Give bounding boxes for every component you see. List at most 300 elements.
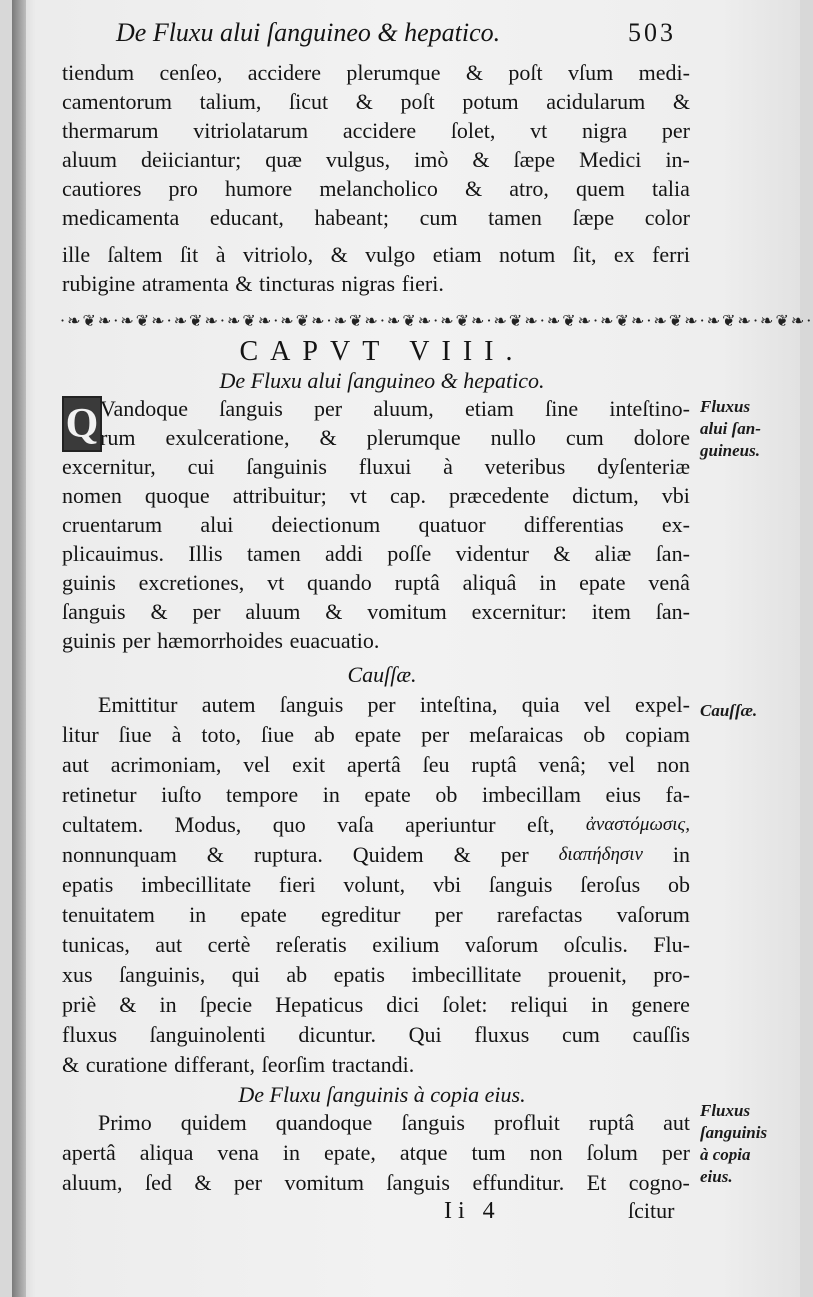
- word: in: [539, 570, 557, 595]
- word: epate: [579, 570, 626, 595]
- word: qui: [231, 962, 260, 987]
- marginal-note-fluxus-copia: [700, 1100, 800, 1188]
- word: vaſorum: [464, 932, 539, 957]
- text-line: [62, 990, 690, 1020]
- word: ruptâ: [394, 570, 440, 595]
- word: autem: [201, 692, 256, 717]
- text-line: [62, 690, 690, 720]
- word: tempore: [226, 782, 299, 807]
- word: &: [325, 599, 343, 624]
- word: excretiones,: [138, 570, 245, 595]
- word: ſit: [179, 242, 199, 267]
- word: in: [672, 842, 690, 867]
- word: genere: [631, 992, 690, 1017]
- text-line: [62, 174, 690, 204]
- word: epate: [240, 902, 287, 927]
- word: exulceratione,: [165, 425, 290, 450]
- word: &: [319, 425, 337, 450]
- text-line: [62, 626, 690, 656]
- word: euacuatio.: [289, 628, 380, 653]
- page-number: 503: [628, 18, 676, 47]
- word: accidere: [247, 60, 322, 85]
- word: &: [62, 1052, 80, 1077]
- word: atramenta: [141, 271, 229, 296]
- word: rubigine: [62, 271, 136, 296]
- catchword: ſcitur: [628, 1198, 675, 1223]
- word: vt: [267, 570, 285, 595]
- word: copiam: [625, 722, 690, 747]
- text-line: [62, 240, 690, 270]
- text-line: [62, 720, 690, 750]
- word: atro,: [509, 176, 549, 201]
- word: vulgo: [365, 242, 416, 267]
- word: cauſſis: [632, 1022, 690, 1047]
- text-line: [62, 900, 690, 930]
- word: ſolum: [586, 1140, 638, 1165]
- word: dictum,: [572, 483, 639, 508]
- margin-line: Fluxus: [700, 1101, 751, 1120]
- running-header: [116, 18, 676, 54]
- word: ruptura.: [253, 842, 323, 867]
- word: nomen: [62, 483, 122, 508]
- word: epate: [364, 782, 411, 807]
- word: notum: [498, 242, 556, 267]
- word: ſaltem: [107, 242, 163, 267]
- running-title: De Fluxu alui ſanguineo & hepatico.: [116, 18, 501, 47]
- word: tenuitatem: [62, 902, 155, 927]
- word: aliqua: [139, 1140, 194, 1165]
- word: curatione: [85, 1052, 168, 1077]
- word: &: [472, 147, 490, 172]
- word: Quidem: [352, 842, 424, 867]
- word: atque: [399, 1140, 448, 1165]
- word: educant,: [209, 205, 284, 230]
- word: à: [443, 454, 453, 479]
- word: aluum: [245, 599, 301, 624]
- word: Flu-: [653, 932, 690, 957]
- word: rum: [100, 425, 136, 450]
- word: cap.: [389, 483, 426, 508]
- word: &: [672, 89, 690, 114]
- word: ſanguis: [279, 692, 344, 717]
- word: imbecillitate: [411, 962, 522, 987]
- drop-cap-initial: Q: [62, 396, 102, 452]
- word: addi: [325, 541, 363, 566]
- word: &: [206, 842, 224, 867]
- word: per: [661, 118, 690, 143]
- word: rarefactas: [496, 902, 583, 927]
- word: deiectionum: [271, 512, 381, 537]
- word: tincturas: [258, 271, 335, 296]
- word: profluit: [493, 1110, 560, 1135]
- word: Emittitur: [98, 692, 178, 717]
- margin-line: guineus.: [700, 441, 760, 460]
- word: oſculis.: [563, 932, 628, 957]
- word: ex-: [661, 512, 690, 537]
- chapter-subtitle: De Fluxu alui ſanguineo & hepatico.: [219, 368, 545, 393]
- word: guinis: [62, 570, 116, 595]
- word: Primo: [98, 1110, 152, 1135]
- word: inteſtina,: [419, 692, 498, 717]
- word: veteribus: [484, 454, 566, 479]
- text-line: [62, 1168, 690, 1198]
- word: vaſorum: [616, 902, 690, 927]
- margin-line: à copia: [700, 1145, 751, 1164]
- word: ſicut: [288, 89, 329, 114]
- word: dyſenteriæ: [597, 454, 690, 479]
- word: quando: [307, 570, 372, 595]
- word: epate: [354, 722, 402, 747]
- word: tractandi.: [331, 1052, 415, 1077]
- word: medicamenta: [62, 205, 180, 230]
- word: potum: [462, 89, 519, 114]
- word: à: [215, 242, 226, 267]
- word: non: [529, 1140, 563, 1165]
- word: differant,: [174, 1052, 256, 1077]
- word: per: [313, 396, 343, 421]
- word: Illis: [188, 541, 223, 566]
- word: quidem: [180, 1110, 247, 1135]
- text-line: [62, 58, 690, 88]
- word: retinetur: [62, 782, 137, 807]
- word: per: [122, 628, 151, 653]
- word: xus: [62, 962, 93, 987]
- word: ob: [667, 872, 690, 897]
- word: à: [171, 722, 182, 747]
- word: tum: [471, 1140, 506, 1165]
- word: ſeorſim: [261, 1052, 326, 1077]
- word: vel: [608, 752, 635, 777]
- word: aperiuntur: [405, 812, 496, 837]
- text-line: [62, 750, 690, 780]
- word: &: [194, 1170, 212, 1195]
- word: vitriolo,: [242, 242, 314, 267]
- word: color: [644, 205, 690, 230]
- margin-line: eius.: [700, 1167, 733, 1186]
- word: dicuntur.: [298, 1022, 377, 1047]
- word: videntur: [455, 541, 529, 566]
- word: per: [367, 692, 396, 717]
- word: per: [192, 599, 221, 624]
- word: epate,: [323, 1140, 376, 1165]
- word: iuſto: [161, 782, 202, 807]
- word: aluum: [62, 147, 117, 172]
- word: ob: [435, 782, 458, 807]
- word: in: [591, 992, 609, 1017]
- text-line: [62, 960, 690, 990]
- text-line: [100, 394, 690, 424]
- text-line: [62, 840, 690, 870]
- word: cautiores: [62, 176, 142, 201]
- causae-heading: Cauſſæ.: [347, 662, 417, 687]
- word: vel: [243, 752, 271, 777]
- word: per: [434, 902, 463, 927]
- word: fluxus: [62, 1022, 117, 1047]
- margin-line: Fluxus: [700, 397, 751, 416]
- word: item: [591, 599, 631, 624]
- word: accidere: [342, 118, 417, 143]
- word: ἀναστόμωσις,: [585, 814, 690, 835]
- word: ruptâ: [588, 1110, 635, 1135]
- text-line: [62, 1020, 690, 1050]
- word: toto,: [201, 722, 242, 747]
- section-heading: De Fluxu ſanguinis à copia eius.: [238, 1082, 526, 1107]
- text-line: [62, 481, 690, 511]
- word: prouenit,: [547, 962, 627, 987]
- word: Et: [586, 1170, 607, 1195]
- word: ſit,: [572, 242, 597, 267]
- text-line: [62, 145, 690, 175]
- word: &: [464, 176, 483, 201]
- text-line: [62, 269, 690, 299]
- word: fa-: [665, 782, 690, 807]
- word: plerumque: [366, 425, 461, 450]
- word: cenſeo,: [159, 60, 223, 85]
- text-line: [62, 87, 690, 117]
- word: per: [500, 842, 529, 867]
- text-line: [62, 510, 690, 540]
- word: vt: [530, 118, 548, 143]
- word: dici: [386, 992, 420, 1017]
- word: pro-: [653, 962, 690, 987]
- word: ſanguis: [401, 1110, 465, 1135]
- word: epatis: [62, 872, 114, 897]
- word: Qui: [408, 1022, 442, 1047]
- word: cui: [187, 454, 215, 479]
- word: ſiue: [118, 722, 152, 747]
- word: ſanguis: [62, 599, 126, 624]
- word: fluxui: [358, 454, 412, 479]
- text-line: [62, 870, 690, 900]
- word: exit: [292, 752, 326, 777]
- word: cultatem.: [62, 812, 144, 837]
- text-line: [62, 539, 690, 569]
- text-line: [62, 452, 690, 482]
- word: priè: [62, 992, 97, 1017]
- word: vitriolatarum: [193, 118, 309, 143]
- word: excernitur,: [62, 454, 156, 479]
- word: cum: [561, 1022, 600, 1047]
- word: volunt,: [343, 872, 406, 897]
- word: quatuor: [418, 512, 486, 537]
- word: eſt,: [526, 812, 555, 837]
- word: ſpecie: [199, 992, 253, 1017]
- word: effunditur.: [472, 1170, 565, 1195]
- word: in: [189, 902, 207, 927]
- word: διαπήδησιν: [558, 844, 643, 865]
- margin-line: ſanguinis: [700, 1123, 768, 1142]
- word: vſum: [567, 60, 614, 85]
- word: apertâ: [62, 1140, 116, 1165]
- word: &: [150, 599, 168, 624]
- word: camentorum: [62, 89, 172, 114]
- word: reſeratis: [275, 932, 347, 957]
- word: plicauimus.: [62, 541, 165, 566]
- word: fluxus: [474, 1022, 530, 1047]
- word: quæ: [265, 147, 302, 172]
- word: aut: [155, 932, 183, 957]
- word: &: [453, 842, 471, 867]
- word: imbecillitate: [141, 872, 252, 897]
- word: poſt: [400, 89, 435, 114]
- word: egreditur: [321, 902, 401, 927]
- word: acrimoniam,: [110, 752, 222, 777]
- word: nonnunquam: [62, 842, 177, 867]
- signature-mark: Ii 4: [444, 1198, 501, 1224]
- word: ſanguis: [219, 396, 283, 421]
- word: quoque: [144, 483, 210, 508]
- word: humore: [224, 176, 293, 201]
- word: dolore: [633, 425, 690, 450]
- word: in: [159, 992, 177, 1017]
- word: ab: [314, 722, 335, 747]
- text-line: [62, 203, 690, 233]
- ornamental-border: ·❧❦❧·❧❦❧·❧❦❧·❧❦❧·❧❦❧·❧❦❧·❧❦❧·❧❦❧·❧❦❧·❧❦❧·❧❦❧·❧❦❧·❧❦❧·❧❦❧·: [60, 311, 813, 330]
- word: deiiciantur;: [141, 147, 242, 172]
- word: &: [355, 89, 373, 114]
- word: ſed: [144, 1170, 172, 1195]
- word: tamen: [488, 205, 542, 230]
- word: Hepaticus: [275, 992, 364, 1017]
- text-line: [100, 423, 690, 453]
- word: Modus,: [174, 812, 242, 837]
- word: hæmorrhoides: [157, 628, 283, 653]
- word: non: [656, 752, 690, 777]
- word: Vandoque: [100, 396, 188, 421]
- word: vbi: [661, 483, 690, 508]
- word: ex: [613, 242, 635, 267]
- word: meſaraicas: [469, 722, 564, 747]
- word: &: [119, 992, 137, 1017]
- word: melancholico: [319, 176, 438, 201]
- word: talia: [652, 176, 690, 201]
- word: vt: [349, 483, 367, 508]
- word: medi-: [638, 60, 690, 85]
- word: pro: [168, 176, 198, 201]
- word: quandoque: [275, 1110, 373, 1135]
- word: imò: [414, 147, 449, 172]
- word: fieri: [278, 872, 316, 897]
- word: Medici: [579, 147, 642, 172]
- word: ſiue: [261, 722, 295, 747]
- word: inteſtino-: [609, 396, 690, 421]
- word: differentias: [523, 512, 624, 537]
- word: tamen: [246, 541, 301, 566]
- word: ab: [286, 962, 308, 987]
- word: ſine: [545, 396, 579, 421]
- word: vena: [217, 1140, 259, 1165]
- word: reliqui: [510, 992, 569, 1017]
- word: acidularum: [546, 89, 646, 114]
- word: venâ: [648, 570, 690, 595]
- word: quia: [521, 692, 560, 717]
- word: ſan-: [655, 599, 690, 624]
- word: aut: [62, 752, 89, 777]
- marginal-note-fluxus: [700, 396, 800, 462]
- word: vomitum: [284, 1170, 364, 1195]
- word: talium,: [199, 89, 262, 114]
- word: aliæ: [594, 541, 632, 566]
- word: nullo: [490, 425, 536, 450]
- word: guinis: [62, 628, 116, 653]
- text-line: [62, 568, 690, 598]
- word: expel-: [635, 692, 690, 717]
- word: quem: [576, 176, 625, 201]
- marginal-note-causae: [700, 700, 800, 722]
- word: ſolet:: [442, 992, 488, 1017]
- text-line: [62, 810, 690, 840]
- word: præcedente: [448, 483, 550, 508]
- word: quo: [272, 812, 306, 837]
- word: &: [465, 60, 483, 85]
- word: cruentarum: [62, 512, 163, 537]
- word: aut: [663, 1110, 690, 1135]
- word: in-: [665, 147, 690, 172]
- word: excernitur:: [471, 599, 567, 624]
- word: thermarum: [62, 118, 159, 143]
- book-page: [12, 0, 813, 1297]
- word: ſanguinolenti: [149, 1022, 266, 1047]
- word: certè: [207, 932, 251, 957]
- text-line: [62, 930, 690, 960]
- word: vomitum: [367, 599, 447, 624]
- word: ſæpe: [572, 205, 615, 230]
- word: etiam: [465, 396, 514, 421]
- word: apertâ: [346, 752, 401, 777]
- word: per: [421, 722, 450, 747]
- word: ferri: [652, 242, 690, 267]
- word: ſolet,: [450, 118, 496, 143]
- word: eius: [605, 782, 641, 807]
- word: cum: [419, 205, 458, 230]
- word: alui: [200, 512, 234, 537]
- word: per: [233, 1170, 263, 1195]
- word: nigras: [341, 271, 396, 296]
- word: ſanguis: [488, 872, 553, 897]
- word: ſanguinis: [246, 454, 327, 479]
- margin-line: Cauſſæ.: [700, 701, 758, 720]
- word: etiam: [432, 242, 482, 267]
- text-line: [62, 597, 690, 627]
- word: ſanguis: [386, 1170, 450, 1195]
- word: imbecillam: [481, 782, 581, 807]
- word: ſeu: [422, 752, 450, 777]
- word: ob: [583, 722, 606, 747]
- word: &: [553, 541, 571, 566]
- word: ſan-: [655, 541, 690, 566]
- word: poſt: [508, 60, 543, 85]
- word: habeant;: [314, 205, 389, 230]
- word: exilium: [372, 932, 440, 957]
- chapter-heading: CAPVT VIII.: [239, 336, 525, 367]
- word: ille: [62, 242, 91, 267]
- word: ruptâ: [471, 752, 517, 777]
- word: cum: [565, 425, 604, 450]
- word: tunicas,: [62, 932, 130, 957]
- text-line: [62, 1108, 690, 1138]
- margin-line: alui ſan-: [700, 419, 761, 438]
- text-line: [62, 780, 690, 810]
- word: ſæpe: [513, 147, 556, 172]
- word: attribuitur;: [232, 483, 327, 508]
- word: nigra: [581, 118, 628, 143]
- text-line: [62, 1050, 690, 1080]
- word: vbi: [432, 872, 462, 897]
- word: ſeroſus: [580, 872, 641, 897]
- word: in: [322, 782, 340, 807]
- word: tiendum: [62, 60, 135, 85]
- word: epatis: [333, 962, 385, 987]
